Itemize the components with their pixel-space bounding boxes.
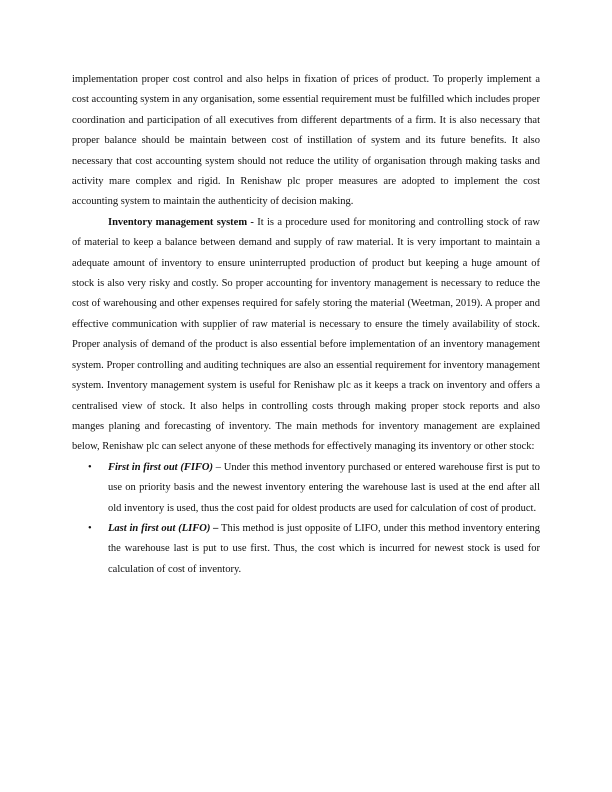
fifo-text: – Under this method inventory purchased or entered warehouse first is put to use on priority basis and the newest inventory entering the warehouse last is used at the end after all old inventory is used, thus the cost paid for oldest products are used for calculation of cost of product. bbox=[108, 461, 540, 514]
paragraph-cost-accounting: implementation proper cost control and also helps in fixation of prices of product. To properly implement a cost accounting system in any organisation, some essential requirement must be fulfilled which includes proper coordination and participation of all executives from different departments of a firm. It is also necessary that proper balance should be maintain between cost of instillation of system and its future benefits. It also necessary that cost accounting system should not reduce the utility of organisation through making tasks and activity mare complex and rigid. In Renishaw plc proper measures are adopted to implement the cost accounting system to maintain the authenticity of decision making. bbox=[72, 74, 540, 208]
paragraph-inventory-management bbox=[72, 213, 540, 458]
list-item-lifo bbox=[72, 519, 540, 580]
lifo-term: Last in first out (LIFO) – bbox=[108, 522, 219, 534]
lifo-text: This method is just opposite of LIFO, under this method inventory entering the warehouse last is put to use first. Thus, the cost which is incurred for newest stock is used for calculation of cost of inventory. bbox=[108, 522, 540, 575]
inventory-methods-list bbox=[72, 458, 540, 580]
fifo-term: First in first out (FIFO) bbox=[108, 461, 214, 473]
inventory-body: It is a procedure used for monitoring and controlling stock of raw of material to keep a balance between demand and supply of raw material. It is very important to maintain a adequate amount of inventory to ensure uninterrupted production of product but keeping a huge amount of stock is also very risky and costly. So proper accounting for inventory management is necessary to reduce the cost of warehousing and other expenses required for safely storing the material (Weetman, 2019). A proper and effective communication with supplier of raw material is necessary to ensure the timely availability of stock. Proper analysis of demand of the product is also essential before implementation of an inventory management system. Proper controlling and auditing techniques are also an essential requirement for inventory management system. Inventory management system is useful for Renishaw plc as it keeps a track on inventory and offers a centralised view of stock. It also helps in controlling costs through making proper stock reports and also manges planing and forecasting of inventory. The main methods for inventory management are explained below, Renishaw plc can select anyone of these methods for effectively managing its inventory or other stock: bbox=[72, 216, 540, 453]
document-body bbox=[72, 70, 540, 580]
bullet-icon: • bbox=[88, 522, 92, 534]
inventory-heading: Inventory management system - bbox=[108, 216, 254, 228]
list-item-fifo bbox=[72, 458, 540, 519]
bullet-icon: • bbox=[88, 461, 92, 473]
